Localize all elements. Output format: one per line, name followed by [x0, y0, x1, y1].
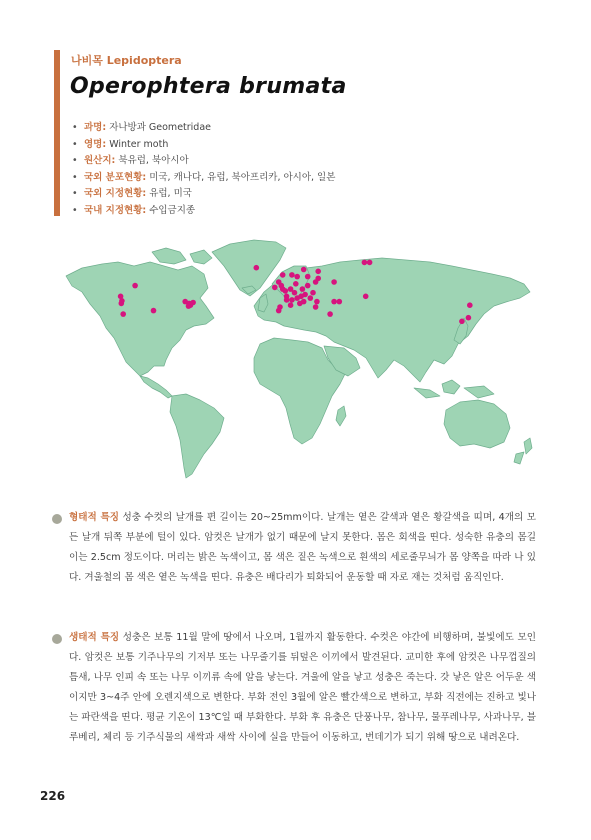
section-bullet-icon: [52, 634, 62, 644]
bullet-icon: •: [72, 188, 78, 199]
occurrence-marker: [289, 272, 295, 278]
bullet-icon: •: [72, 138, 78, 150]
occurrence-marker: [308, 295, 314, 301]
info-key: 원산지:: [84, 155, 116, 166]
occurrence-marker: [294, 274, 300, 280]
bullet-icon: •: [72, 155, 78, 166]
page-number: 226: [40, 789, 66, 803]
info-item: [72, 203, 335, 220]
occurrence-marker: [459, 319, 465, 325]
south-america: [170, 394, 224, 478]
occurrence-marker: [327, 311, 333, 317]
section-heading: 생태적 특징: [69, 632, 120, 643]
occurrence-marker: [367, 260, 373, 266]
occurrence-marker: [314, 299, 320, 305]
occurrence-marker: [315, 269, 321, 275]
occurrence-marker: [284, 297, 290, 303]
info-value: 수입금지종: [149, 204, 196, 216]
occurrence-marker: [331, 279, 337, 285]
occurrence-marker: [363, 294, 369, 300]
occurrence-marker: [283, 288, 289, 294]
occurrence-marker: [305, 274, 311, 280]
info-value: 자나방과 Geometridae: [109, 122, 211, 133]
occurrence-marker: [288, 302, 294, 308]
occurrence-marker: [467, 302, 473, 308]
occurrence-marker: [298, 294, 304, 300]
occurrence-marker: [280, 272, 286, 278]
title-accent-bar: [54, 50, 60, 216]
info-value: 북유럽, 북아시아: [118, 155, 189, 166]
occurrence-marker: [151, 308, 157, 314]
info-item: [72, 137, 335, 154]
occurrence-marker: [254, 265, 260, 271]
species-title: Operophtera brumata: [70, 74, 347, 99]
madagascar: [336, 406, 346, 426]
north-america: [66, 262, 214, 376]
occurrence-marker: [331, 299, 337, 305]
info-value: Winter moth: [109, 138, 169, 150]
occurrence-marker: [305, 283, 311, 289]
section-text: 성충 수컷의 날개를 편 길이는 20~25mm이다. 날개는 옅은 갈색과 옅은 황갈색을 띠며, 4개의 모든 날개 뒤쪽 부분에 털이 있다. 암컷은 날개가 없기 때문에 날지 못한다. 몸은 회색을 띤다. 성숙한 유충의 몸길이는 2.5cm 정도이다. 머리는 밝은 녹색이고, 몸 색은 짙은 녹색으로 흰색의 세로줄무늬가 몸 양쪽을 따라 나 있다. 겨울철의 몸 색은 옅은 녹색을 띤다. 유충은 배다리가 퇴화되어 운동할 때 자로 재는 것처럼 움직인다.: [69, 512, 536, 583]
central-america: [140, 376, 172, 398]
section-text: 성충은 보통 11월 말에 땅에서 나오며, 1월까지 활동한다. 수컷은 야간에 비행하며, 불빛에도 모인다. 암컷은 보통 기주나무의 기저부 또는 나무줄기를 뒤덮은 이끼에서 발견된다. 교미한 후에 암컷은 나무껍질의 틈새, 나무 인피 속 또는 나무 이끼류 속에 알을 낳는다. 겨울에 알을 낳고 성충은 죽는다. 갓 낳은 알은 어두운 색이지만 3~4주 안에 오렌지색으로 변한다. 부화 전인 3월에 알은 빨간색으로 변하고, 부화 직전에는 진하고 빛나는 파란색을 띤다. 평균 기온이 13℃일 때 부화한다. 부화 후 유충은 단풍나무, 참나무, 물푸레나무, 사과나무, 블루베리, 체리 등 기주식물의 새싹과 새싹 사이에 실을 만들어 이동하고, 번데기가 되기 위해 땅으로 내려온다.: [69, 632, 536, 743]
occurrence-marker: [132, 283, 138, 289]
indonesia: [414, 388, 440, 398]
occurrence-marker: [186, 303, 192, 309]
bullet-icon: •: [72, 204, 78, 216]
occurrence-marker: [310, 290, 316, 296]
morphology-section: [52, 508, 536, 588]
info-key: 과명:: [84, 122, 107, 133]
occurrence-marker: [289, 297, 295, 303]
section-heading: 형태적 특징: [69, 512, 120, 523]
info-value: 미국, 캐나다, 유럽, 북아프리카, 아시아, 일본: [149, 171, 336, 183]
ecology-section: [52, 628, 536, 748]
new-zealand: [524, 438, 532, 454]
occurrence-marker: [276, 308, 282, 314]
order-label: 나비목 Lepidoptera: [71, 54, 182, 67]
occurrence-marker: [337, 299, 343, 305]
occurrence-marker: [120, 311, 126, 317]
occurrence-marker: [362, 260, 368, 266]
occurrence-marker: [313, 304, 319, 310]
occurrence-marker: [292, 290, 298, 296]
new-zealand: [514, 452, 524, 464]
info-value: 유럽, 미국: [149, 188, 192, 199]
occurrence-marker: [297, 301, 303, 307]
arctic-islands: [190, 250, 212, 264]
occurrence-marker: [293, 281, 299, 287]
bullet-icon: •: [72, 122, 78, 133]
info-item: [72, 153, 335, 170]
bullet-icon: •: [72, 171, 78, 183]
info-key: 국내 지정현황:: [84, 204, 147, 216]
arctic-islands: [152, 248, 186, 264]
info-item: [72, 170, 335, 187]
occurrence-marker: [466, 315, 472, 321]
section-bullet-icon: [52, 514, 62, 524]
occurrence-marker: [272, 285, 278, 291]
indonesia: [442, 380, 460, 394]
occurrence-marker: [313, 279, 319, 285]
section-body: [52, 508, 536, 588]
distribution-map: [54, 232, 538, 482]
occurrence-marker: [300, 286, 306, 292]
info-item: [72, 186, 335, 203]
section-body: [52, 628, 536, 748]
info-key: 국외 분포현황:: [84, 171, 147, 183]
info-key: 영명:: [84, 138, 107, 150]
info-list: [72, 120, 335, 219]
occurrence-marker: [119, 301, 125, 307]
australia: [444, 400, 510, 448]
indonesia: [464, 386, 494, 398]
info-key: 국외 지정현황:: [84, 188, 147, 199]
info-item: [72, 120, 335, 137]
occurrence-marker: [301, 267, 307, 273]
